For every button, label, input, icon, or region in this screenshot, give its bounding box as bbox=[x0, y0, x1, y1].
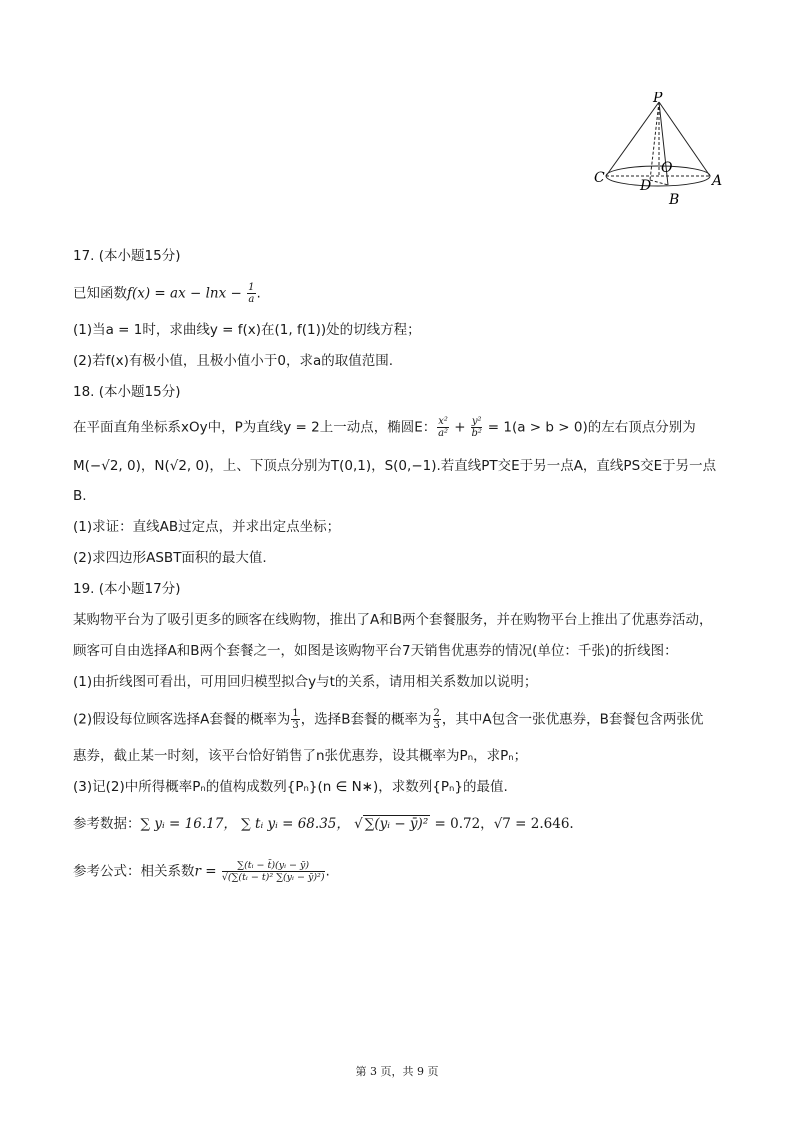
label-P: P bbox=[653, 92, 663, 106]
cone-figure bbox=[590, 92, 730, 210]
q17-func: f(x) = ax − lnx − bbox=[127, 285, 247, 302]
q18-line2: M(−√2, 0)，N(√2, 0)，上、下顶点分别为T(0,1)，S(0,−1).若直线PT交E于另一点A，直线PS交E于另一点 bbox=[73, 458, 717, 474]
page-footer: 第 3 页，共 9 页 bbox=[355, 1065, 439, 1078]
label-O: O bbox=[661, 160, 673, 176]
ref-data-sqrt-sum: ∑(yᵢ − ȳ)² bbox=[364, 816, 429, 832]
q17-header: 17. (本小题15分) bbox=[73, 248, 181, 264]
q17-frac bbox=[247, 282, 255, 305]
cone-edge-left bbox=[606, 102, 659, 176]
q18-line1-a: 在平面直角坐标系xOy中，P为直线y = 2上一动点，椭圆E： bbox=[73, 419, 437, 436]
ref-data-sqrt-value: = 0.72， bbox=[430, 816, 494, 832]
prob-b-frac: $\frac{2}{3}$ bbox=[433, 708, 440, 731]
q19-ref-formula: 参考公式：相关系数r = $\frac{\text{∑(tᵢ − t̄)(yᵢ − ȳ)}}{\text{√(∑(tᵢ − t̄)² ∑(yᵢ − ȳ)²)}}$ . bbox=[73, 860, 330, 883]
q19-part1: (1)由折线图可看出，可用回归模型拟合y与t的关系，请用相关系数加以说明； bbox=[73, 674, 538, 690]
q18-line1-b: = 1(a > b > 0)的左右顶点分别为 bbox=[483, 419, 696, 436]
q18-part2: (2)求四边形ASBT面积的最大值. bbox=[73, 550, 267, 566]
correlation-den: √(∑(tᵢ − t̄)² ∑(yᵢ − ȳ)²) bbox=[221, 872, 325, 883]
ref-data-sum-y: ∑ yᵢ = 16.17， bbox=[140, 816, 237, 832]
q17-frac-num: 1 bbox=[248, 282, 255, 293]
q18-part1: (1)求证：直线AB过定点，并求出定点坐标； bbox=[73, 519, 341, 535]
q18-line3: B. bbox=[73, 488, 87, 504]
label-B: B bbox=[669, 192, 680, 208]
q19-line1: 某购物平台为了吸引更多的顾客在线购物，推出了A和B两个套餐服务，并在购物平台上推出了优惠券活动， bbox=[73, 612, 713, 628]
q19-part2 bbox=[73, 708, 703, 731]
label-A: A bbox=[712, 173, 723, 189]
cone-line-PD bbox=[650, 102, 659, 180]
q17-stem-prefix: 已知函数 bbox=[73, 285, 127, 302]
label-C: C bbox=[594, 170, 605, 186]
ellipse-frac-y: $\frac{\text{y²}}{\text{b²}}$ bbox=[471, 416, 482, 439]
q19-header: 19. (本小题17分) bbox=[73, 581, 181, 597]
q18-line1: 在平面直角坐标系xOy中，P为直线y = 2上一动点，椭圆E： $\frac{\text{x²}}{\text{a²}}$ + $\frac{\text{y²}}{\text{b²}}$ = 1(a > b > 0)的左右顶点分别为 bbox=[73, 416, 696, 439]
ref-data-sum-ty: ∑ tᵢ yᵢ = 68.35， bbox=[241, 816, 350, 832]
prob-a-frac: $\frac{1}{3}$ bbox=[292, 708, 299, 731]
q19-part2-c: ，其中A包含一张优惠券，B套餐包含两张优 bbox=[441, 711, 704, 728]
correlation-num: ∑(tᵢ − t̄)(yᵢ − ȳ) bbox=[222, 860, 325, 872]
correlation-frac bbox=[222, 860, 325, 883]
q19-part2-line2: 惠券，截止某一时刻，该平台恰好销售了n张优惠券，设其概率为Pₙ，求Pₙ； bbox=[73, 748, 528, 764]
q18-header: 18. (本小题15分) bbox=[73, 384, 181, 400]
q19-part2-b: ，选择B套餐的概率为 bbox=[300, 711, 432, 728]
ref-data-sqrt7: √7 = 2.646. bbox=[493, 816, 574, 832]
q17-stem: 已知函数f(x) = ax − lnx − $\frac{1}{a}$ . bbox=[73, 282, 261, 305]
ref-formula-label: 参考公式：相关系数 bbox=[73, 863, 195, 880]
q17-part1: (1)当a = 1时，求曲线y = f(x)在(1, f(1))处的切线方程； bbox=[73, 322, 421, 338]
ref-data-label: 参考数据： bbox=[73, 816, 141, 832]
ref-formula-r: r = bbox=[194, 863, 221, 880]
label-D: D bbox=[640, 178, 652, 194]
q19-part3: (3)记(2)中所得概率Pₙ的值构成数列{Pₙ}(n ∈ N∗)，求数列{Pₙ}的最值. bbox=[73, 779, 508, 795]
cone-line-DB bbox=[650, 180, 668, 185]
q19-ref-data: 参考数据：∑ yᵢ = 16.17， ∑ tᵢ yᵢ = 68.35， √ ∑(yᵢ − ȳ)² = 0.72，√7 = 2.646. bbox=[73, 816, 574, 832]
q19-line2: 顾客可自由选择A和B两个套餐之一，如图是该购物平台7天销售优惠券的情况(单位：千张)的折线图： bbox=[73, 643, 678, 659]
q17-part2: (2)若f(x)有极小值，且极小值小于0，求a的取值范围. bbox=[73, 353, 394, 369]
q19-part2-a: (2)假设每位顾客选择A套餐的概率为 bbox=[73, 711, 291, 728]
q17-frac-den: a bbox=[248, 294, 255, 305]
ellipse-frac-x: $\frac{\text{x²}}{\text{a²}}$ bbox=[438, 416, 449, 439]
